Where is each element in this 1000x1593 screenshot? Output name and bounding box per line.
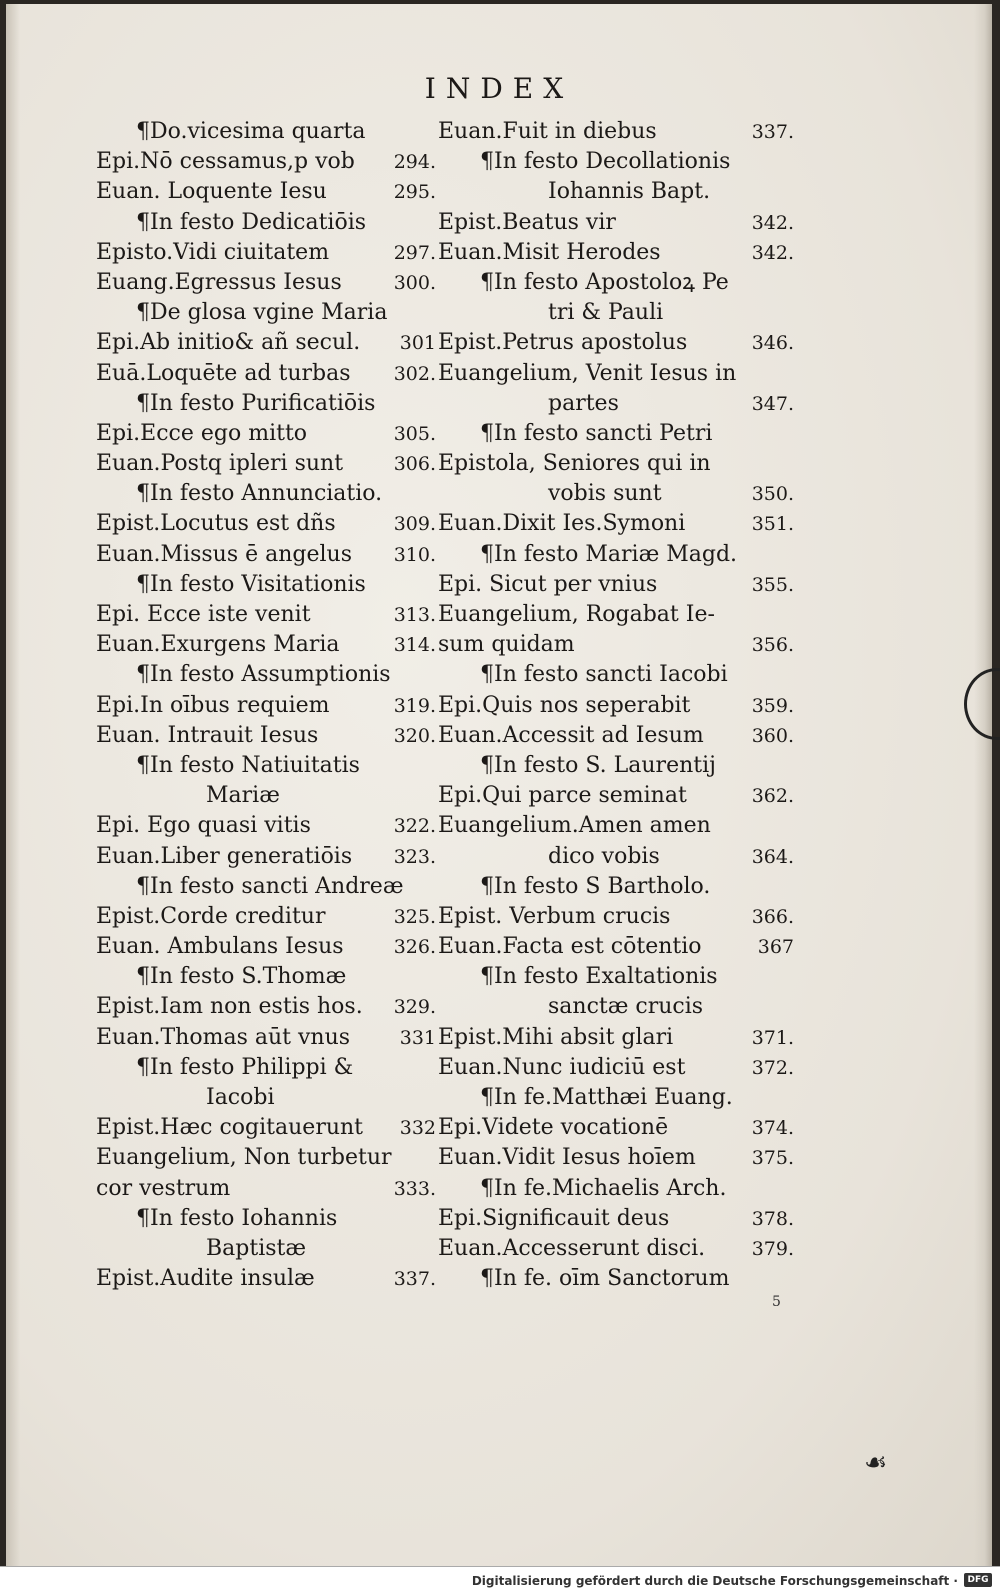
index-entry	[438, 691, 794, 721]
entry-page-number: 294.	[393, 151, 436, 174]
entry-text: Epist.Petrus apostolus	[438, 330, 688, 356]
entry-text: ¶In fe.Michaelis Arch.	[480, 1175, 727, 1201]
entry-page-number: 347.	[751, 392, 794, 415]
index-entry	[96, 600, 436, 630]
entry-text: Epist.Mihi absit glari	[438, 1024, 674, 1050]
entry-text: Epi.Videte vocationē	[438, 1115, 669, 1141]
entry-page-number: 319.	[393, 694, 436, 717]
entry-text: Euā.Loquēte ad turbas	[96, 360, 351, 386]
entry-text: Euan.Nunc iudiciū est	[438, 1054, 686, 1080]
entry-page-number: 326.	[393, 936, 436, 959]
index-entry	[438, 842, 794, 872]
entry-text: Euan.Dixit Ies.Symoni	[438, 511, 686, 537]
entry-text: ¶In festo Decollationis	[480, 149, 731, 175]
index-entry	[438, 238, 794, 268]
index-entry	[438, 570, 794, 600]
index-entry	[96, 328, 436, 358]
index-entry	[96, 992, 436, 1022]
entry-page-number: 297.	[393, 241, 436, 264]
entry-text: Epi.Ab initio& añ secul.	[96, 330, 361, 356]
entry-text: ¶In festo sancti Petri	[480, 420, 713, 446]
entry-text: ¶Do.vicesima quarta	[136, 119, 366, 144]
index-entry	[438, 1053, 794, 1083]
entry-text: ¶In fe. oīm Sanctorum	[480, 1266, 730, 1292]
index-entry	[96, 751, 436, 781]
entry-page-number: 355.	[751, 573, 794, 596]
entry-text: Euan.Liber generatiōis	[96, 843, 353, 869]
index-entry	[438, 902, 794, 932]
entry-page-number: 372.	[751, 1056, 794, 1079]
index-entry	[96, 1023, 436, 1053]
index-entry	[96, 902, 436, 932]
entry-text: ¶In festo Mariæ Magd.	[480, 541, 738, 567]
entry-text: ¶In festo S.Thomæ	[136, 964, 347, 990]
entry-text: Epi.Ecce ego mitto	[96, 420, 308, 446]
index-entry	[438, 1174, 794, 1204]
entry-text: Euangelium.Amen amen	[438, 813, 711, 839]
index-entry	[96, 1053, 436, 1083]
entry-text: Euan.Missus ē angelus	[96, 541, 352, 567]
entry-text: Epist. Verbum crucis	[438, 903, 671, 929]
index-entry	[96, 117, 436, 147]
entry-text: Iacobi	[206, 1085, 275, 1110]
clasp-ring-icon	[964, 668, 1000, 740]
entry-text: Iohannis Bapt.	[548, 179, 711, 205]
entry-text: ¶In festo Annunciatio.	[136, 481, 383, 507]
entry-page-number: 337.	[393, 1268, 436, 1291]
index-entry	[96, 570, 436, 600]
entry-text: Epi.Nō cessamus,p vob	[96, 149, 355, 175]
index-entry	[96, 691, 436, 721]
index-entry	[438, 1264, 794, 1294]
index-entry	[438, 811, 794, 841]
index-entry	[438, 177, 794, 207]
index-entry	[438, 1113, 794, 1143]
entry-page-number: 333.	[393, 1177, 436, 1200]
index-entry	[96, 1143, 436, 1173]
entry-text: Euan. Ambulans Iesus	[96, 934, 344, 960]
index-entry	[96, 147, 436, 177]
index-entry	[96, 419, 436, 449]
index-entry	[438, 932, 794, 962]
entry-page-number: 346.	[751, 332, 794, 355]
entry-text: Epi.Qui parce seminat	[438, 783, 687, 809]
entry-page-number: 342.	[751, 211, 794, 234]
entry-page-number: 360.	[751, 724, 794, 747]
index-entry	[438, 600, 794, 630]
index-column-right	[438, 117, 794, 1294]
entry-text: Euan.Fuit in diebus	[438, 119, 657, 144]
entry-page-number: 367	[757, 936, 794, 959]
entry-text: Epi. Ego quasi vitis	[96, 813, 311, 839]
index-entry	[96, 1083, 436, 1113]
index-entry	[96, 721, 436, 751]
index-entry	[438, 419, 794, 449]
entry-page-number: 300.	[393, 271, 436, 294]
entry-text: ¶In festo S Bartholo.	[480, 873, 711, 899]
entry-text: Euangelium, Rogabat Ie-	[438, 602, 715, 627]
entry-text: Euan.Facta est cōtentio	[438, 934, 702, 960]
entry-text: Euangelium, Venit Iesus in	[438, 360, 737, 386]
entry-page-number: 313.	[393, 604, 436, 626]
digitization-footer	[0, 1566, 1000, 1593]
footer-credit: Digitalisierung gefördert durch die Deutsche Forschungsgemeinschaft ·	[471, 1574, 958, 1588]
entry-text: ¶In festo S. Laurentij	[480, 752, 716, 778]
index-entry	[96, 540, 436, 570]
index-entry	[96, 781, 436, 811]
entry-page-number: 306.	[393, 453, 436, 476]
entry-text: Euan.Postq ipleri sunt	[96, 451, 344, 477]
index-entry	[96, 1113, 436, 1143]
entry-page-number: 351.	[751, 513, 794, 536]
index-entry	[438, 721, 794, 751]
index-entry	[438, 872, 794, 902]
entry-text: Epist.Beatus vir	[438, 209, 616, 235]
entry-text: Euan.Accessit ad Iesum	[438, 722, 704, 748]
entry-text: sanctæ crucis	[548, 994, 704, 1020]
entry-text: partes	[548, 390, 619, 416]
entry-page-number: 305.	[393, 422, 436, 445]
entry-text: Euan.Accesserunt disci.	[438, 1235, 706, 1261]
index-entry	[96, 630, 436, 660]
entry-text: ¶In festo Philippi &	[136, 1054, 354, 1080]
entry-page-number: 374.	[751, 1117, 794, 1140]
entry-text: Epi.Quis nos seperabit	[438, 692, 691, 718]
index-entry	[438, 781, 794, 811]
entry-text: Euan. Intrauit Iesus	[96, 722, 319, 748]
index-entry	[438, 992, 794, 1022]
entry-page-number: 356.	[751, 634, 794, 657]
entry-text: Mariæ	[206, 783, 280, 809]
entry-text: ¶In festo Dedicatiōis	[136, 209, 367, 235]
index-entry	[96, 238, 436, 268]
entry-page-number: 325.	[393, 905, 436, 928]
entry-page-number: 379.	[751, 1237, 794, 1260]
entry-text: Euang.Egressus Iesus	[96, 269, 342, 295]
entry-text: ¶In festo sancti Iacobi	[480, 662, 728, 688]
entry-page-number: 310.	[393, 543, 436, 566]
index-entry	[438, 479, 794, 509]
index-entry	[96, 359, 436, 389]
book-page	[6, 4, 992, 1566]
entry-text: Euangelium, Non turbetur	[96, 1145, 392, 1171]
index-entry	[96, 1174, 436, 1204]
entry-text: ¶In festo Iohannis	[136, 1205, 338, 1231]
index-entry	[96, 660, 436, 690]
entry-page-number: 302.	[393, 362, 436, 385]
index-entry	[96, 842, 436, 872]
index-entry	[96, 962, 436, 992]
entry-text: ¶In festo Natiuitatis	[136, 752, 360, 778]
entry-page-number: 350.	[751, 483, 794, 506]
entry-text: tri & Pauli	[548, 300, 664, 326]
index-entry	[96, 811, 436, 841]
page-spine-shadow	[6, 4, 20, 1566]
entry-page-number: 322.	[393, 815, 436, 838]
entry-text: ¶In festo Purificatiōis	[136, 390, 376, 416]
entry-text: Euan.Misit Herodes	[438, 239, 661, 265]
index-entry	[438, 1143, 794, 1173]
page-heading: INDEX	[424, 72, 574, 105]
index-entry	[438, 268, 794, 298]
index-entry	[438, 540, 794, 570]
entry-text: ¶In festo sancti Andreæ	[136, 873, 404, 899]
entry-text: cor vestrum	[96, 1175, 231, 1201]
entry-page-number: 329.	[393, 996, 436, 1019]
index-entry	[96, 208, 436, 238]
entry-text: sum quidam	[438, 632, 575, 658]
entry-text: ¶In festo Assumptionis	[136, 662, 391, 688]
index-entry	[96, 389, 436, 419]
index-entry	[96, 1234, 436, 1264]
entry-text: Epist.Iam non estis hos.	[96, 994, 363, 1020]
entry-page-number: 301	[399, 332, 436, 355]
entry-page-number: 375.	[751, 1147, 794, 1170]
entry-text: Euan.Thomas aūt vnus	[96, 1024, 351, 1050]
index-entry	[438, 298, 794, 328]
entry-text: Baptistæ	[206, 1235, 307, 1261]
index-entry	[438, 1234, 794, 1264]
index-entry	[438, 962, 794, 992]
index-entry	[438, 449, 794, 479]
entry-text: Euan.Exurgens Maria	[96, 632, 340, 658]
entry-text: ¶In fe.Matthæi Euang.	[480, 1085, 733, 1110]
entry-text: vobis sunt	[548, 481, 662, 507]
index-entry	[96, 1264, 436, 1294]
entry-text: ¶In festo Visitationis	[136, 571, 366, 597]
index-entry	[438, 359, 794, 389]
signature-mark: 5	[772, 1294, 781, 1310]
entry-page-number: 342.	[751, 241, 794, 264]
entry-text: Epi.Significauit deus	[438, 1205, 670, 1231]
dfg-logo: DFG	[964, 1573, 992, 1587]
index-entry	[438, 1083, 794, 1113]
entry-page-number: 362.	[751, 785, 794, 808]
entry-text: Epistola, Seniores qui in	[438, 451, 711, 477]
entry-page-number: 337.	[751, 121, 794, 143]
entry-text: Episto.Vidi ciuitatem	[96, 239, 330, 265]
index-entry	[96, 298, 436, 328]
entry-text: Epist.Audite insulæ	[96, 1266, 315, 1292]
entry-page-number: 359.	[751, 694, 794, 717]
ornament-icon: ☙	[864, 1448, 888, 1478]
index-entry	[96, 479, 436, 509]
index-entry	[438, 751, 794, 781]
index-entry	[438, 328, 794, 358]
index-entry	[438, 117, 794, 147]
entry-text: Epi. Sicut per vnius	[438, 571, 658, 597]
index-entry	[438, 509, 794, 539]
entry-text: ¶De glosa vgine Maria	[136, 300, 388, 326]
entry-text: Epist.Locutus est dñs	[96, 511, 336, 537]
entry-page-number: 331	[399, 1026, 436, 1049]
page-edge-shadow	[974, 4, 992, 1566]
entry-page-number: 309.	[393, 513, 436, 536]
index-entry	[96, 177, 436, 207]
entry-page-number: 364.	[751, 845, 794, 868]
entry-text: dico vobis	[548, 843, 660, 869]
index-entry	[438, 1204, 794, 1234]
entry-page-number: 371.	[751, 1026, 794, 1049]
index-entry	[96, 932, 436, 962]
entry-page-number: 320.	[393, 724, 436, 747]
entry-page-number: 295.	[393, 181, 436, 204]
index-entry	[438, 660, 794, 690]
index-entry	[438, 147, 794, 177]
index-entry	[96, 449, 436, 479]
entry-page-number: 332	[399, 1117, 436, 1140]
entry-page-number: 323.	[393, 845, 436, 868]
index-entry	[438, 630, 794, 660]
entry-text: Epist.Corde creditur	[96, 903, 326, 929]
entry-text: ¶In festo Exaltationis	[480, 964, 718, 990]
entry-text: Euan.Vidit Iesus hoīem	[438, 1145, 696, 1171]
index-entry	[438, 389, 794, 419]
entry-page-number: 378.	[751, 1207, 794, 1230]
index-entry	[96, 1204, 436, 1234]
entry-page-number: 314.	[393, 634, 436, 657]
index-entry	[96, 268, 436, 298]
index-column-left	[96, 117, 436, 1294]
entry-text: ¶In festo Apostoloꝝ Pe	[480, 269, 729, 295]
entry-text: Epist.Hæc cogitauerunt	[96, 1115, 364, 1141]
index-entry	[438, 1023, 794, 1053]
entry-text: Epi.In oībus requiem	[96, 692, 330, 718]
index-entry	[96, 872, 436, 902]
entry-text: Epi. Ecce iste venit	[96, 602, 311, 627]
entry-page-number: 366.	[751, 905, 794, 928]
entry-text: Euan. Loquente Iesu	[96, 179, 327, 205]
index-entry	[96, 509, 436, 539]
index-entry	[438, 208, 794, 238]
